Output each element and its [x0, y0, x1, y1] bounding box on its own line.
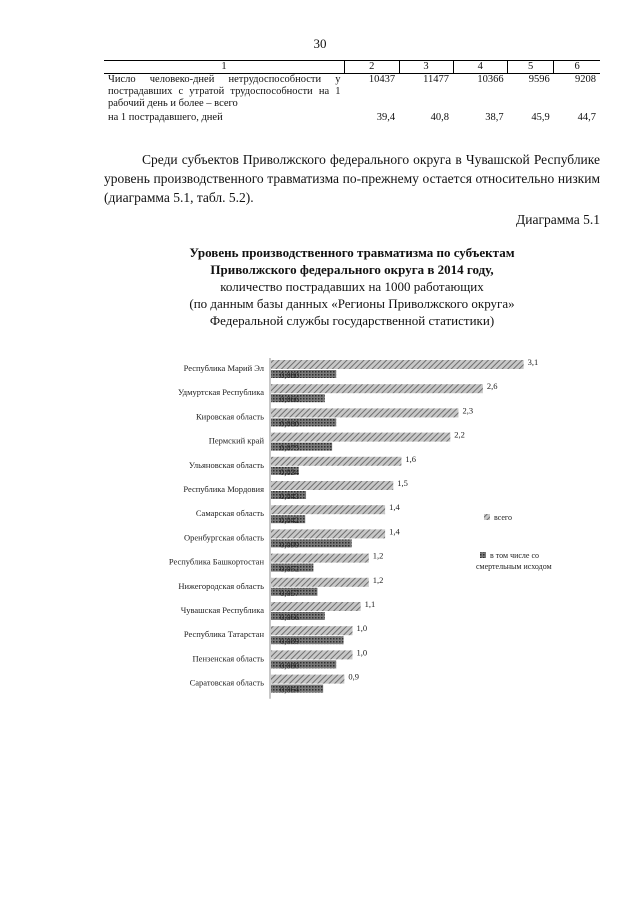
- body-paragraph: Среди субъектов Приволжского федерального округа в Чувашской Республике уровень производственного травматизма по-прежнему остается относительно низким (диаграмма 5.1, табл. 5.2).: [104, 152, 600, 205]
- legend-label-fatal: смертельным исходом: [476, 562, 552, 571]
- category-label: Республика Мордовия: [183, 484, 264, 494]
- category-label: Ульяновская область: [188, 459, 264, 470]
- injury-rate-bar-chart: [0, 350, 640, 720]
- data-label-fatal: 0,043: [280, 491, 300, 501]
- data-label-total: 2,2: [454, 429, 465, 440]
- data-label-fatal: 0,034: [280, 466, 300, 477]
- data-label-fatal: 0,075: [280, 442, 300, 453]
- data-label-fatal: 0,066: [280, 394, 300, 405]
- chart-subtitle-line: Федеральной службы государственной статистики): [209, 313, 495, 328]
- table-cell: 40,8: [430, 112, 450, 123]
- category-label: Саратовская область: [189, 677, 264, 688]
- data-label-total: 1,0: [356, 647, 368, 658]
- table-header-cell: 1: [104, 61, 345, 74]
- data-label-fatal: 0,066: [280, 612, 300, 622]
- statistics-table: [104, 60, 600, 124]
- chart-title-line: Уровень производственного травматизма по субъектам: [189, 245, 515, 260]
- bar-total: [271, 602, 361, 611]
- chart-subtitle-line: (по данным базы данных «Регионы Приволжского округа»: [189, 296, 515, 311]
- table-cell: 44,7: [577, 112, 596, 123]
- data-label-total: 1,2: [372, 550, 384, 561]
- table-cell: 10366: [477, 74, 504, 85]
- category-label: Удмуртская Республика: [177, 387, 264, 398]
- chart-legend: [476, 513, 552, 571]
- category-label: Нижегородская область: [178, 580, 264, 591]
- data-label-total: 1,6: [405, 453, 417, 464]
- table-header-cell: 2: [345, 61, 400, 74]
- chart-title-line: Приволжского федерального округа в 2014 году,: [210, 262, 494, 277]
- table-cell: 11477: [423, 74, 450, 85]
- bar-total: [271, 554, 369, 563]
- chart-plot-area: [169, 357, 538, 699]
- bar-total: [271, 360, 524, 369]
- table-cell: 10437: [368, 74, 396, 85]
- legend-label-total: всего: [494, 513, 513, 522]
- data-label-fatal: 0,089: [280, 636, 300, 647]
- data-label-fatal: 0,057: [280, 587, 300, 598]
- legend-swatch-total: [484, 514, 490, 520]
- category-label: Оренбургская область: [183, 532, 264, 543]
- data-label-fatal: 0,052: [280, 563, 300, 574]
- table-row: [104, 74, 600, 111]
- data-label-fatal: 0,080: [280, 660, 300, 671]
- table-cell: 39,4: [376, 112, 396, 123]
- category-label: Республика Татарстан: [183, 629, 264, 640]
- bar-total: [271, 408, 458, 417]
- bar-total: [271, 578, 369, 587]
- data-label-total: 1,5: [397, 478, 408, 488]
- data-label-fatal: 0,042: [280, 515, 300, 526]
- legend-swatch-fatal: [480, 552, 486, 558]
- table-row-label: Число человеко-дней нетрудоспособности у пострадавших с утратой трудоспособности на 1 рабочий день и более – всего: [108, 74, 341, 109]
- table-row: [104, 110, 600, 124]
- data-label-total: 1,4: [389, 502, 400, 513]
- data-label-fatal: 0,080: [280, 418, 300, 429]
- bar-total: [271, 675, 344, 684]
- data-label-total: 3,1: [527, 357, 539, 367]
- data-label-total: 0,9: [348, 671, 359, 682]
- bar-total: [271, 626, 353, 635]
- data-label-total: 2,6: [486, 381, 498, 392]
- table-row-label: на 1 пострадавшего, дней: [108, 112, 223, 123]
- data-label-fatal: 0,064: [280, 684, 300, 695]
- diagram-label: Диаграмма 5.1: [516, 212, 600, 227]
- data-label-total: 1,2: [372, 574, 384, 585]
- data-label-total: 1,0: [356, 623, 368, 634]
- table-header-cell: 3: [399, 61, 453, 74]
- table-header-cell: 6: [554, 61, 600, 74]
- category-label: Кировская область: [195, 411, 264, 422]
- category-label: Пензенская область: [192, 653, 264, 664]
- bar-total: [271, 505, 385, 514]
- data-label-total: 1,4: [389, 526, 400, 537]
- data-label-fatal: 0,099: [280, 539, 300, 550]
- data-label-total: 1,1: [364, 599, 376, 609]
- table-cell: 45,9: [531, 112, 550, 123]
- data-label-total: 2,3: [462, 405, 474, 416]
- category-label: Чувашская Республика: [180, 605, 264, 615]
- bar-total: [271, 481, 393, 490]
- table-header-row: [104, 61, 600, 74]
- category-label: Самарская область: [195, 508, 264, 519]
- category-label: Республика Башкортостан: [168, 556, 264, 567]
- bar-total: [271, 529, 385, 538]
- bar-total: [271, 457, 401, 466]
- legend-label-fatal: в том числе со: [490, 551, 540, 560]
- table-cell: 38,7: [485, 112, 504, 123]
- table-header-cell: 4: [453, 61, 508, 74]
- bar-total: [271, 384, 483, 393]
- table-cell: 9208: [575, 74, 596, 85]
- table-header-cell: 5: [508, 61, 554, 74]
- chart-title: [104, 244, 600, 329]
- bar-total: [271, 650, 353, 659]
- bar-total: [271, 433, 450, 442]
- category-label: Пермский край: [208, 435, 264, 446]
- page-number: 30: [313, 36, 327, 51]
- table-cell: 9596: [528, 74, 550, 85]
- chart-subtitle-line: количество пострадавших на 1000 работающих: [220, 279, 484, 294]
- category-label: Республика Марий Эл: [183, 363, 264, 373]
- data-label-fatal: 0,080: [280, 370, 300, 380]
